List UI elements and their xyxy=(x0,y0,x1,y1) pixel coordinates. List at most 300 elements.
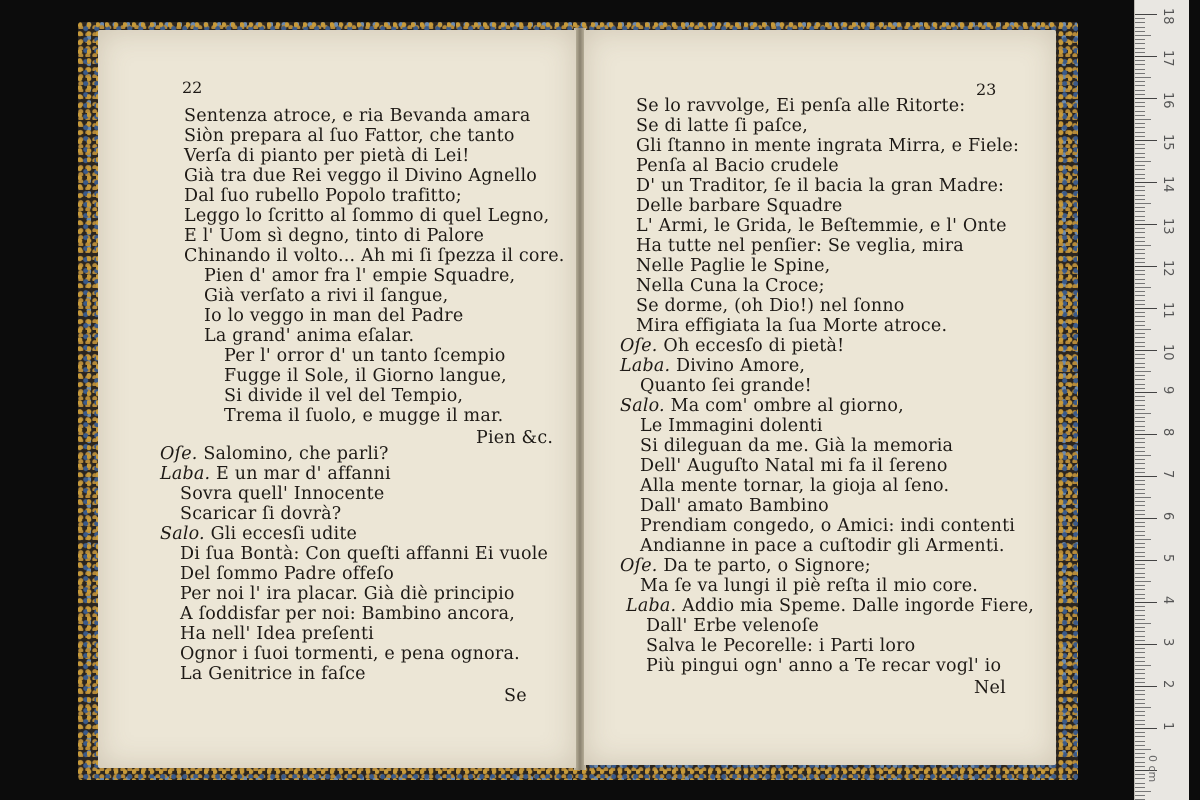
verse-text: La grand' anima eſalar. xyxy=(204,326,415,346)
ruler-major-tick xyxy=(1135,56,1157,57)
verse-text: Gli ſtanno in mente ingrata Mirra, e Fiele: xyxy=(636,136,1020,156)
ruler-minor-tick xyxy=(1135,144,1145,145)
ruler-minor-tick xyxy=(1135,64,1145,65)
ruler-minor-tick xyxy=(1135,749,1151,750)
right-page-line xyxy=(640,516,1015,536)
ruler-minor-tick xyxy=(1135,774,1145,775)
verse-text: Trema il ſuolo, e mugge il mar. xyxy=(224,406,504,426)
ruler-number: 17 xyxy=(1160,50,1175,67)
ruler-minor-tick xyxy=(1135,778,1145,779)
ruler-minor-tick xyxy=(1135,337,1145,338)
ruler-minor-tick xyxy=(1135,241,1145,242)
ruler-major-tick xyxy=(1135,644,1157,645)
ruler-minor-tick xyxy=(1135,543,1145,544)
verse-text: Io lo veggo in man del Padre xyxy=(204,306,464,326)
verse-text: Più pingui ogn' anno a Te recar vogl' io xyxy=(646,656,1002,676)
ruler-minor-tick xyxy=(1135,169,1145,170)
ruler-minor-tick xyxy=(1135,661,1145,662)
speaker-label: Oſe. xyxy=(160,444,198,464)
verse-text: Si divide il vel del Tempio, xyxy=(224,386,464,406)
ruler-minor-tick xyxy=(1135,535,1145,536)
ruler-minor-tick xyxy=(1135,228,1145,229)
ruler-minor-tick xyxy=(1135,253,1145,254)
ruler-minor-tick xyxy=(1135,505,1145,506)
ruler-minor-tick xyxy=(1135,405,1145,406)
verse-text: Del ſommo Padre offeſo xyxy=(180,564,395,584)
ruler-minor-tick xyxy=(1135,371,1151,372)
right-page-line xyxy=(620,396,904,416)
verse-text: Se dorme, (oh Dio!) nel ſonno xyxy=(636,296,905,316)
ruler-minor-tick xyxy=(1135,300,1145,301)
ruler-minor-tick xyxy=(1135,694,1145,695)
ruler-minor-tick xyxy=(1135,531,1145,532)
ruler-major-tick xyxy=(1135,434,1157,435)
right-page-line xyxy=(636,316,947,336)
speaker-label: Salo. xyxy=(160,524,205,544)
ruler-minor-tick xyxy=(1135,232,1145,233)
ruler-minor-tick xyxy=(1135,484,1145,485)
verse-text: D' un Traditor, ſe il bacia la gran Madre: xyxy=(636,176,1005,196)
ruler-unit-label: 0 cm xyxy=(1146,755,1159,783)
ruler-minor-tick xyxy=(1135,358,1145,359)
left-page-line xyxy=(224,386,463,406)
ruler-major-tick xyxy=(1135,266,1157,267)
ruler-minor-tick xyxy=(1135,711,1145,712)
ruler-minor-tick xyxy=(1135,295,1145,296)
ruler-minor-tick xyxy=(1135,627,1145,628)
verse-text: Sovra quell' Innocente xyxy=(180,484,385,504)
ruler-major-tick xyxy=(1135,182,1157,183)
ruler-minor-tick xyxy=(1135,199,1145,200)
verse-text: Divino Amore, xyxy=(676,356,806,376)
left-page-line xyxy=(180,504,341,524)
ruler-minor-tick xyxy=(1135,77,1151,78)
ruler-minor-tick xyxy=(1135,52,1145,53)
ruler-number: 14 xyxy=(1160,176,1175,193)
left-page-line xyxy=(184,186,462,206)
verse-text: L' Armi, le Grida, le Beſtemmie, e l' Onte xyxy=(636,216,1007,236)
ruler-major-tick xyxy=(1135,350,1157,351)
left-page-line xyxy=(204,306,463,326)
ruler-minor-tick xyxy=(1135,741,1145,742)
ruler-number: 9 xyxy=(1160,386,1175,395)
left-page xyxy=(98,30,576,768)
left-page-line xyxy=(504,686,527,706)
ruler-minor-tick xyxy=(1135,732,1145,733)
ruler-minor-tick xyxy=(1135,762,1145,763)
ruler-minor-tick xyxy=(1135,724,1145,725)
verse-text: Se xyxy=(504,686,527,706)
ruler-number: 18 xyxy=(1160,8,1175,25)
ruler-minor-tick xyxy=(1135,367,1145,368)
ruler-minor-tick xyxy=(1135,690,1145,691)
left-page-line xyxy=(160,464,391,484)
ruler-minor-tick xyxy=(1135,174,1145,175)
ruler-minor-tick xyxy=(1135,489,1145,490)
ruler-minor-tick xyxy=(1135,652,1145,653)
right-page-line xyxy=(640,416,823,436)
verse-text: Dell' Auguſto Natal mi fa il ſereno xyxy=(640,456,948,476)
verse-text: Se di latte ſi paſce, xyxy=(636,116,808,136)
ruler-minor-tick xyxy=(1135,631,1145,632)
ruler-minor-tick xyxy=(1135,783,1145,784)
verse-text: E un mar d' affanni xyxy=(216,464,391,484)
ruler-minor-tick xyxy=(1135,430,1145,431)
ruler-minor-tick xyxy=(1135,81,1145,82)
ruler-minor-tick xyxy=(1135,161,1151,162)
speaker-label: Laba. xyxy=(160,464,211,484)
ruler-minor-tick xyxy=(1135,400,1145,401)
ruler-minor-tick xyxy=(1135,598,1145,599)
ruler-minor-tick xyxy=(1135,703,1145,704)
ruler-number: 7 xyxy=(1160,470,1175,479)
ruler-minor-tick xyxy=(1135,148,1145,149)
ruler-minor-tick xyxy=(1135,384,1145,385)
ruler-minor-tick xyxy=(1135,673,1145,674)
right-page-line xyxy=(636,216,1007,236)
ruler-minor-tick xyxy=(1135,577,1145,578)
ruler-minor-tick xyxy=(1135,106,1145,107)
verse-text: Salva le Pecorelle: i Parti loro xyxy=(646,636,916,656)
ruler-minor-tick xyxy=(1135,526,1145,527)
ruler-minor-tick xyxy=(1135,766,1145,767)
ruler-minor-tick xyxy=(1135,283,1145,284)
verse-text: Nella Cuna la Croce; xyxy=(636,276,825,296)
ruler-minor-tick xyxy=(1135,39,1145,40)
ruler-major-tick xyxy=(1135,140,1157,141)
ruler-minor-tick xyxy=(1135,22,1145,23)
ruler-minor-tick xyxy=(1135,211,1145,212)
ruler-minor-tick xyxy=(1135,262,1145,263)
ruler-minor-tick xyxy=(1135,291,1145,292)
ruler-number: 8 xyxy=(1160,428,1175,437)
ruler-minor-tick xyxy=(1135,178,1145,179)
ruler-minor-tick xyxy=(1135,274,1145,275)
ruler-minor-tick xyxy=(1135,468,1145,469)
left-page-line xyxy=(180,624,374,644)
ruler-minor-tick xyxy=(1135,615,1145,616)
right-page-line xyxy=(640,436,953,456)
ruler-minor-tick xyxy=(1135,459,1145,460)
speaker-label: Laba. xyxy=(620,356,671,376)
ruler-minor-tick xyxy=(1135,270,1145,271)
ruler-minor-tick xyxy=(1135,619,1145,620)
ruler-minor-tick xyxy=(1135,396,1145,397)
right-page-line xyxy=(640,376,812,396)
ruler-number: 3 xyxy=(1160,638,1175,647)
ruler-minor-tick xyxy=(1135,682,1145,683)
page-number-right: 23 xyxy=(976,80,997,99)
verse-text: Chinando il volto... Ah mi ſi ſpezza il core. xyxy=(184,246,565,266)
verse-text: Siòn prepara al ſuo Fattor, che tanto xyxy=(184,126,515,146)
right-page-line xyxy=(646,636,915,656)
verse-text: Se lo ravvolge, Ei penſa alle Ritorte: xyxy=(636,96,966,116)
ruler-minor-tick xyxy=(1135,48,1145,49)
left-page-line xyxy=(184,146,469,166)
speaker-label: Laba. xyxy=(626,596,677,616)
verse-text: Penſa al Bacio crudele xyxy=(636,156,839,176)
ruler-minor-tick xyxy=(1135,745,1145,746)
verse-text: Salomino, che parli? xyxy=(203,444,389,464)
ruler-minor-tick xyxy=(1135,165,1145,166)
ruler-minor-tick xyxy=(1135,451,1145,452)
ruler-minor-tick xyxy=(1135,623,1151,624)
ruler-minor-tick xyxy=(1135,699,1145,700)
ruler-minor-tick xyxy=(1135,287,1151,288)
ruler-minor-tick xyxy=(1135,43,1145,44)
right-page-line xyxy=(640,496,829,516)
verse-text: Già verſato a rivi il ſangue, xyxy=(204,286,449,306)
verse-text: Delle barbare Squadre xyxy=(636,196,843,216)
right-page xyxy=(584,30,1056,765)
verse-text: Le Immagini dolenti xyxy=(640,416,823,436)
ruler-minor-tick xyxy=(1135,123,1145,124)
ruler-minor-tick xyxy=(1135,610,1145,611)
ruler-number: 2 xyxy=(1160,680,1175,689)
ruler-minor-tick xyxy=(1135,606,1145,607)
ruler-minor-tick xyxy=(1135,640,1145,641)
verse-text: Già tra due Rei veggo il Divino Agnello xyxy=(184,166,538,186)
left-page-line xyxy=(224,366,507,386)
verse-text: Ognor i ſuoi tormenti, e pena ognora. xyxy=(180,644,520,664)
ruler-minor-tick xyxy=(1135,388,1145,389)
ruler-minor-tick xyxy=(1135,18,1145,19)
ruler-minor-tick xyxy=(1135,333,1145,334)
ruler-minor-tick xyxy=(1135,115,1145,116)
verse-text: Leggo lo ſcritto al ſommo di quel Legno, xyxy=(184,206,550,226)
ruler-minor-tick xyxy=(1135,90,1145,91)
ruler-minor-tick xyxy=(1135,31,1145,32)
ruler-minor-tick xyxy=(1135,442,1145,443)
ruler-minor-tick xyxy=(1135,279,1145,280)
verse-text: Gli eccesſi udite xyxy=(210,524,358,544)
ruler-minor-tick xyxy=(1135,119,1151,120)
ruler-minor-tick xyxy=(1135,573,1145,574)
ruler-minor-tick xyxy=(1135,375,1145,376)
ruler-minor-tick xyxy=(1135,514,1145,515)
left-page-line xyxy=(180,484,384,504)
verse-text: Quanto ſei grande! xyxy=(640,376,812,396)
ruler-minor-tick xyxy=(1135,245,1151,246)
ruler-minor-tick xyxy=(1135,757,1145,758)
ruler-minor-tick xyxy=(1135,581,1151,582)
ruler-minor-tick xyxy=(1135,329,1151,330)
ruler-minor-tick xyxy=(1135,60,1145,61)
verse-text: Sentenza atroce, e ria Bevanda amara xyxy=(184,106,531,126)
ruler-minor-tick xyxy=(1135,497,1151,498)
ruler-minor-tick xyxy=(1135,715,1145,716)
ruler-major-tick xyxy=(1135,518,1157,519)
left-page-line xyxy=(180,544,548,564)
verse-text: Dal ſuo rubello Popolo trafitto; xyxy=(184,186,462,206)
ruler-minor-tick xyxy=(1135,27,1145,28)
ruler-minor-tick xyxy=(1135,421,1145,422)
ruler-minor-tick xyxy=(1135,736,1145,737)
ruler-number: 11 xyxy=(1160,302,1175,319)
ruler-minor-tick xyxy=(1135,552,1145,553)
ruler-minor-tick xyxy=(1135,157,1145,158)
left-page-line xyxy=(184,126,515,146)
ruler-minor-tick xyxy=(1135,669,1145,670)
ruler-minor-tick xyxy=(1135,539,1151,540)
right-page-line xyxy=(636,136,1019,156)
right-page-line xyxy=(620,556,871,576)
ruler-minor-tick xyxy=(1135,648,1145,649)
ruler-major-tick xyxy=(1135,560,1157,561)
left-page-line xyxy=(184,166,537,186)
ruler-minor-tick xyxy=(1135,522,1145,523)
left-page-line xyxy=(184,246,565,266)
right-page-line xyxy=(620,356,805,376)
ruler-minor-tick xyxy=(1135,73,1145,74)
left-page-line xyxy=(204,326,414,346)
right-page-line xyxy=(646,616,819,636)
ruler-minor-tick xyxy=(1135,203,1151,204)
ruler-minor-tick xyxy=(1135,379,1145,380)
ruler-minor-tick xyxy=(1135,258,1145,259)
ruler-major-tick xyxy=(1135,224,1157,225)
ruler-minor-tick xyxy=(1135,94,1145,95)
verse-text: Nelle Paglie le Spine, xyxy=(636,256,831,276)
ruler-minor-tick xyxy=(1135,195,1145,196)
ruler-number: 12 xyxy=(1160,260,1175,277)
ruler-minor-tick xyxy=(1135,636,1145,637)
left-page-line xyxy=(180,644,520,664)
verse-text: Di ſua Bontà: Con queſti affanni Ei vuole xyxy=(180,544,549,564)
right-page-line xyxy=(636,296,905,316)
ruler-minor-tick xyxy=(1135,455,1151,456)
ruler-minor-tick xyxy=(1135,342,1145,343)
verse-text: Per l' orror d' un tanto ſcempio xyxy=(224,346,506,366)
ruler-major-tick xyxy=(1135,602,1157,603)
ruler-minor-tick xyxy=(1135,249,1145,250)
left-page-line xyxy=(184,106,531,126)
right-page-line xyxy=(636,96,965,116)
right-page-line xyxy=(646,656,1001,676)
right-page-line xyxy=(640,536,1005,556)
right-page-line xyxy=(620,336,844,356)
right-page-line xyxy=(636,196,842,216)
verse-text: Verſa di pianto per pietà di Lei! xyxy=(184,146,470,166)
speaker-label: Salo. xyxy=(620,396,665,416)
ruler-major-tick xyxy=(1135,308,1157,309)
ruler-minor-tick xyxy=(1135,354,1145,355)
verse-text: Dall' amato Bambino xyxy=(640,496,829,516)
ruler-minor-tick xyxy=(1135,510,1145,511)
right-page-line xyxy=(636,176,1004,196)
ruler-minor-tick xyxy=(1135,132,1145,133)
ruler-minor-tick xyxy=(1135,35,1151,36)
left-page-line xyxy=(204,266,515,286)
ruler-minor-tick xyxy=(1135,111,1145,112)
ruler-number: 15 xyxy=(1160,134,1175,151)
ruler-minor-tick xyxy=(1135,568,1145,569)
verse-text: Addio mia Speme. Dalle ingorde Fiere, xyxy=(682,596,1035,616)
right-page-line xyxy=(636,236,964,256)
verse-text: Ma ſe va lungi il piè reſta il mio core. xyxy=(640,576,979,596)
right-page-line xyxy=(636,116,808,136)
left-page-line xyxy=(204,286,448,306)
ruler-minor-tick xyxy=(1135,589,1145,590)
ruler-minor-tick xyxy=(1135,413,1151,414)
left-page-line xyxy=(476,428,553,448)
ruler-minor-tick xyxy=(1135,325,1145,326)
ruler-minor-tick xyxy=(1135,787,1145,788)
ruler-number: 13 xyxy=(1160,218,1175,235)
ruler-minor-tick xyxy=(1135,791,1151,792)
page-number-left: 22 xyxy=(182,78,203,97)
left-page-line xyxy=(224,406,503,426)
ruler-minor-tick xyxy=(1135,665,1151,666)
verse-text: A ſoddisfar per noi: Bambino ancora, xyxy=(180,604,516,624)
ruler-minor-tick xyxy=(1135,707,1151,708)
ruler-minor-tick xyxy=(1135,463,1145,464)
right-page-line xyxy=(636,156,839,176)
verse-text: Andianne in pace a cuſtodir gli Armenti. xyxy=(640,536,1005,556)
ruler-minor-tick xyxy=(1135,186,1145,187)
ruler-minor-tick xyxy=(1135,547,1145,548)
ruler-minor-tick xyxy=(1135,501,1145,502)
ruler-minor-tick xyxy=(1135,438,1145,439)
ruler-minor-tick xyxy=(1135,102,1145,103)
ruler-minor-tick xyxy=(1135,426,1145,427)
verse-text: Dall' Erbe velenoſe xyxy=(646,616,819,636)
verse-text: Da te parto, o Signore; xyxy=(663,556,871,576)
left-page-line xyxy=(224,346,506,366)
ruler-major-tick xyxy=(1135,476,1157,477)
ruler-minor-tick xyxy=(1135,207,1145,208)
ruler-minor-tick xyxy=(1135,237,1145,238)
right-page-line xyxy=(640,576,978,596)
verse-text: Ha nell' Idea preſenti xyxy=(180,624,374,644)
ruler-number: 5 xyxy=(1160,554,1175,563)
left-page-line xyxy=(184,226,484,246)
left-page-line xyxy=(180,584,515,604)
verse-text: Prendiam congedo, o Amici: indi contenti xyxy=(640,516,1016,536)
ruler-minor-tick xyxy=(1135,216,1145,217)
ruler-minor-tick xyxy=(1135,480,1145,481)
ruler-minor-tick xyxy=(1135,69,1145,70)
ruler-minor-tick xyxy=(1135,795,1145,796)
verse-text: Scaricar ſi dovrà? xyxy=(180,504,342,524)
verse-text: Mira effigiata la ſua Morte atroce. xyxy=(636,316,948,336)
verse-text: Ma com' ombre al giorno, xyxy=(670,396,904,416)
ruler-number: 4 xyxy=(1160,596,1175,605)
ruler-minor-tick xyxy=(1135,321,1145,322)
ruler-minor-tick xyxy=(1135,190,1145,191)
ruler-minor-tick xyxy=(1135,417,1145,418)
ruler-minor-tick xyxy=(1135,678,1145,679)
ruler-minor-tick xyxy=(1135,363,1145,364)
ruler-minor-tick xyxy=(1135,657,1145,658)
verse-text: Per noi l' ira placar. Già diè principio xyxy=(180,584,515,604)
verse-text: Nel xyxy=(974,678,1006,698)
left-page-line xyxy=(184,206,549,226)
ruler-minor-tick xyxy=(1135,585,1145,586)
ruler-minor-tick xyxy=(1135,346,1145,347)
left-page-line xyxy=(180,604,515,624)
right-page-line xyxy=(636,256,830,276)
ruler-major-tick xyxy=(1135,14,1157,15)
ruler-minor-tick xyxy=(1135,316,1145,317)
left-page-line xyxy=(160,524,357,544)
ruler-minor-tick xyxy=(1135,312,1145,313)
measuring-ruler xyxy=(1134,0,1189,800)
ruler-minor-tick xyxy=(1135,304,1145,305)
ruler-minor-tick xyxy=(1135,564,1145,565)
verse-text: Pien &c. xyxy=(476,428,554,448)
ruler-major-tick xyxy=(1135,686,1157,687)
